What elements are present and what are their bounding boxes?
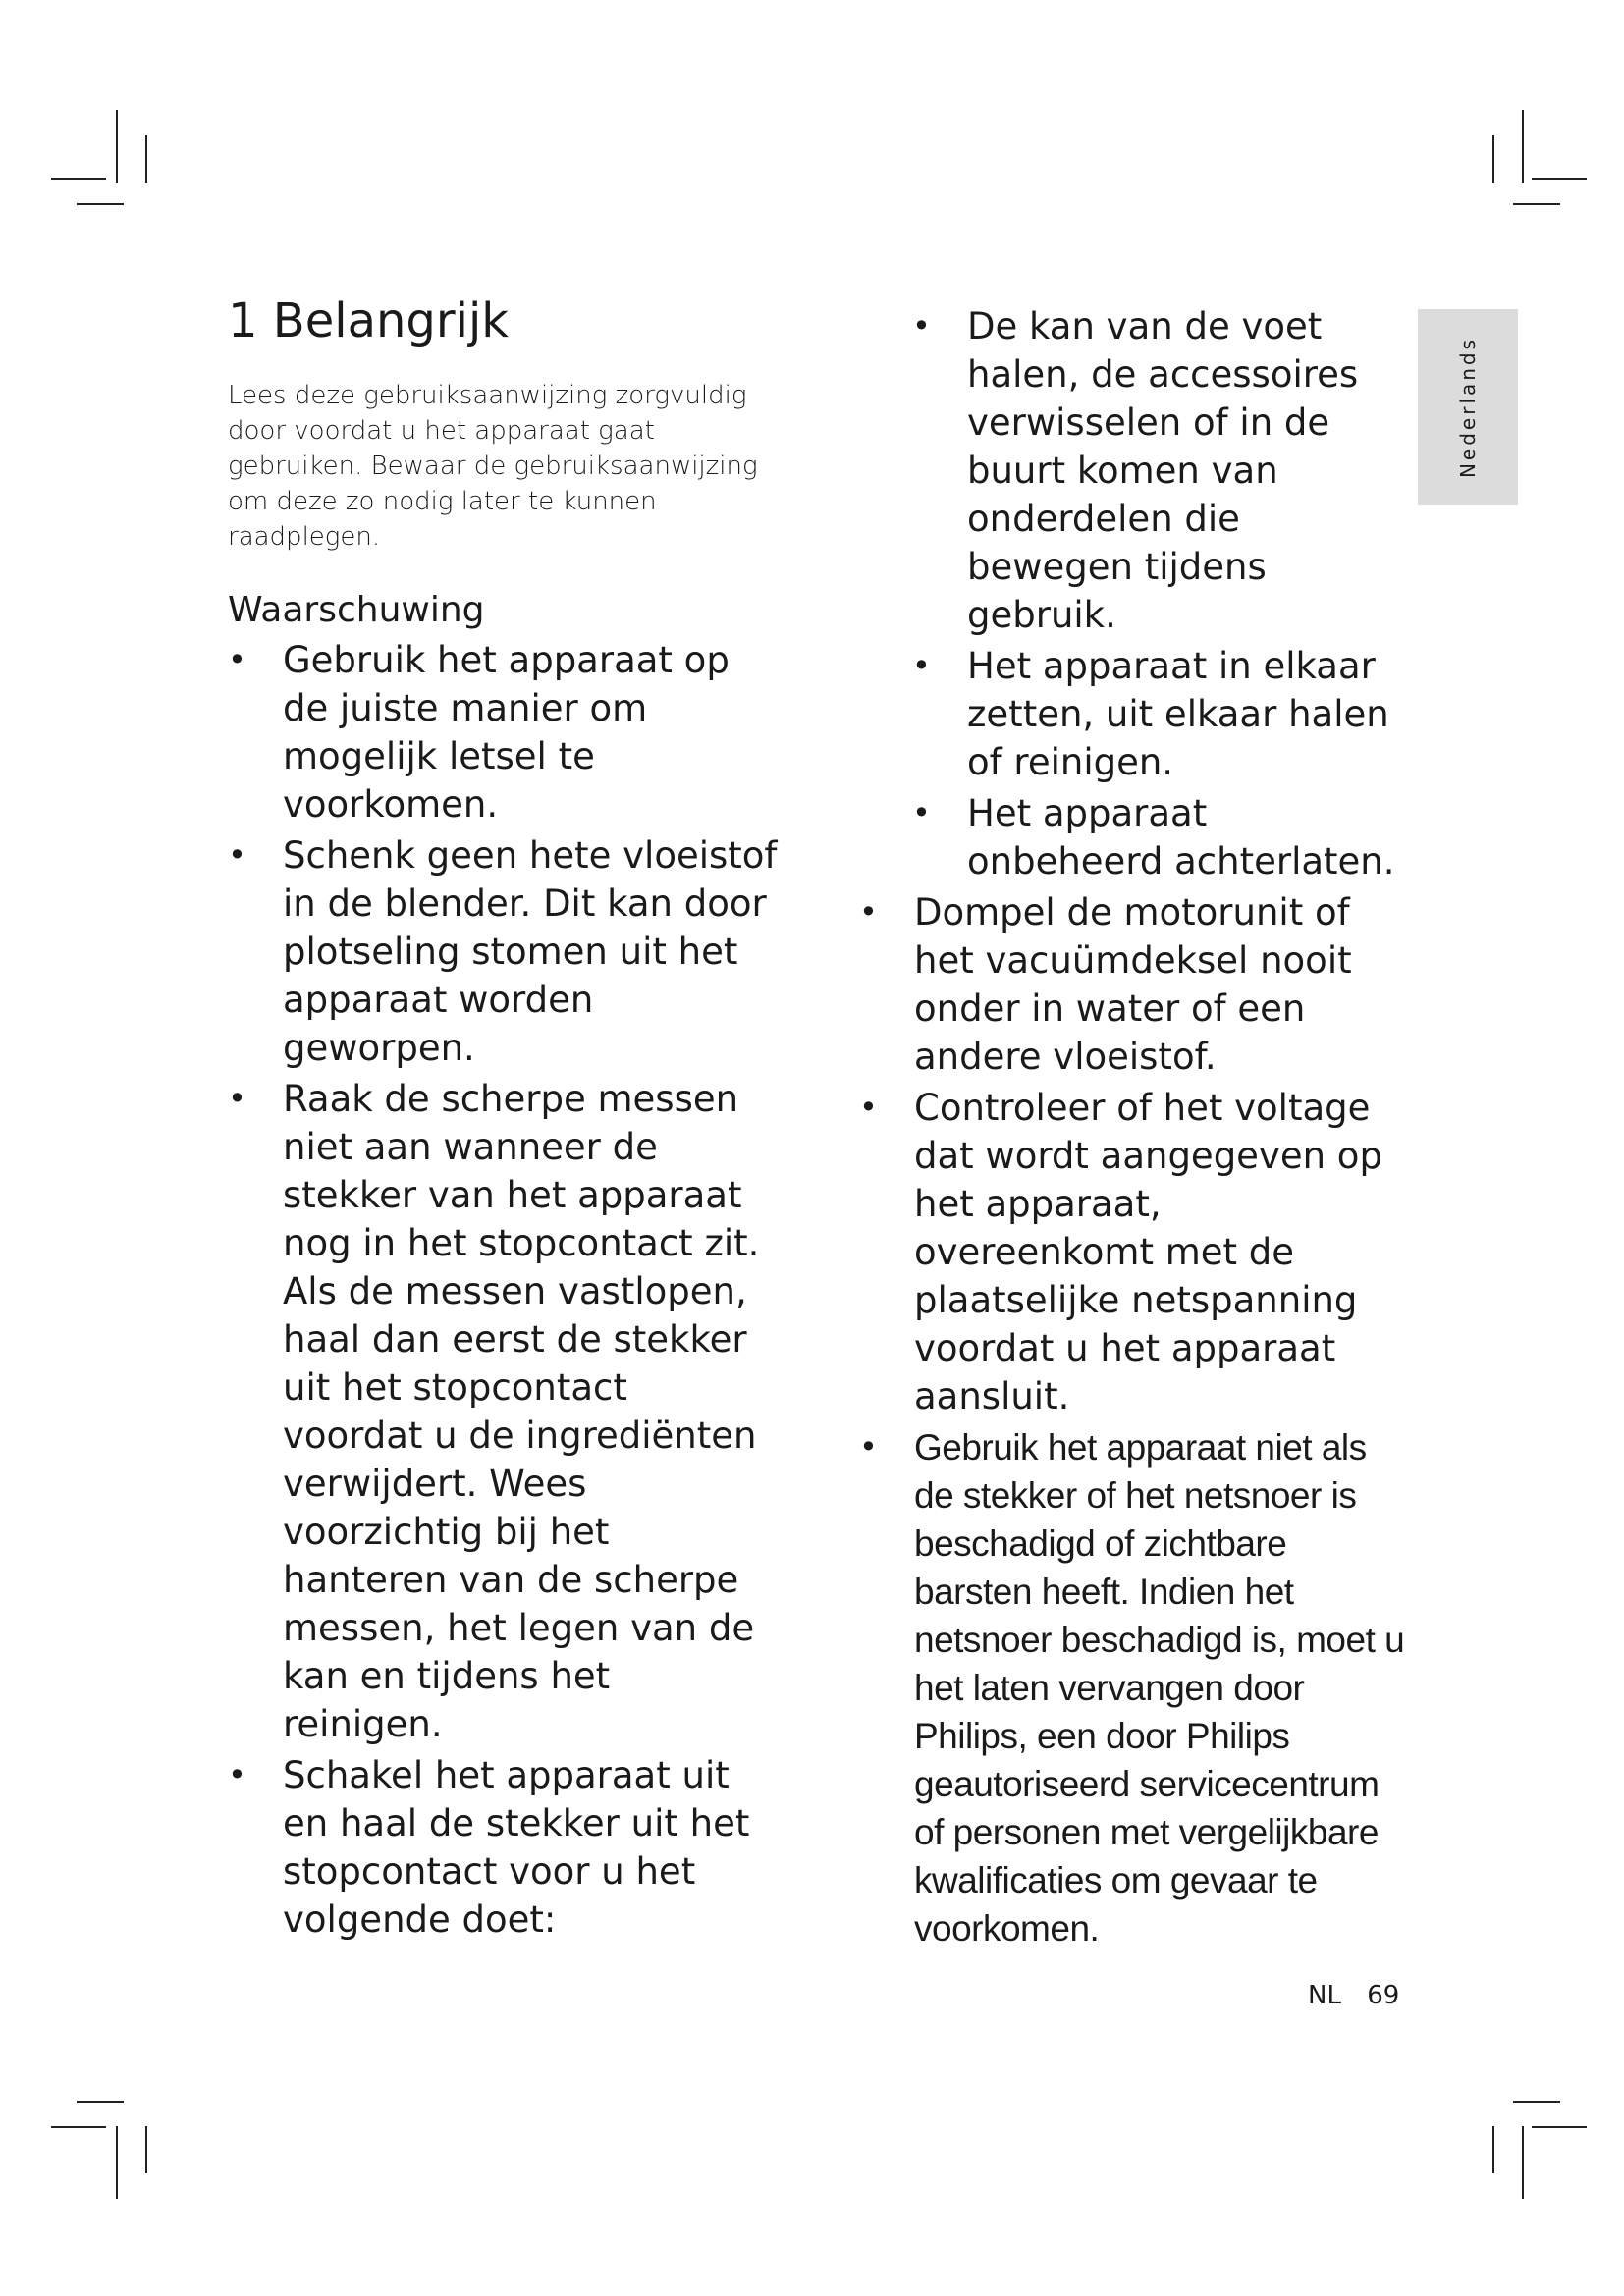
crop-mark — [51, 2126, 106, 2128]
list-item — [228, 636, 778, 828]
list-item — [228, 1075, 778, 1748]
list-item-text: Gebruik het apparaat niet als de stekker of het netsnoer is beschadigd of zichtbare barsten heeft. Indien het netsnoer beschadigd is, moet u het laten vervangen door Philips, een door Philips geautoriseerd servicecentrum of personen met vergelijkbare kwalificaties om gevaar te voorkomen. — [914, 1427, 1405, 1949]
bullet-icon: • — [228, 1080, 246, 1118]
crop-mark — [1532, 178, 1587, 180]
crop-mark — [1532, 2126, 1587, 2128]
language-tab-label: Nederlands — [1456, 336, 1480, 478]
list-item-text: Gebruik het apparaat op de juiste manier om mogelijk letsel te voorkomen. — [283, 639, 730, 827]
sub-list-item — [859, 642, 1409, 786]
crop-mark — [1492, 135, 1494, 183]
list-item-text: Dompel de motorunit of het vacuümdeksel nooit onder in water of een andere vloeistof. — [914, 891, 1352, 1078]
sub-list-item — [859, 789, 1409, 885]
language-code: NL — [1308, 1981, 1341, 2010]
warning-list — [228, 636, 778, 1944]
crop-mark — [1522, 2126, 1524, 2199]
page-footer — [1308, 1981, 1399, 2010]
bullet-icon: • — [859, 893, 878, 931]
page-number: 69 — [1367, 1981, 1400, 2010]
sub-list-item — [859, 302, 1409, 639]
intro-text: Lees deze gebruiksaanwijzing zorgvuldig door voordat u het apparaat gaat gebruiken. Bewaar de gebruiksaanwijzing om deze zo nodig later te kunnen raadplegen. — [228, 381, 758, 553]
crop-mark — [116, 2126, 118, 2199]
crop-mark — [1513, 203, 1560, 205]
list-item — [228, 1751, 778, 1944]
crop-mark — [51, 178, 106, 180]
crop-mark — [1513, 2101, 1560, 2103]
language-tab — [1418, 309, 1518, 505]
right-column — [859, 302, 1409, 1955]
list-item-text: Schenk geen hete vloeistof in de blender. Dit kan door plotseling stomen uit het apparaat worden geworpen. — [283, 834, 778, 1070]
left-column — [228, 294, 778, 1947]
bullet-icon: • — [228, 836, 246, 875]
crop-mark — [1492, 2126, 1494, 2173]
list-item — [859, 888, 1409, 1081]
list-item-text: Raak de scherpe messen niet aan wanneer de stekker van het apparaat nog in het stopcontact zit. Als de messen vastlopen, haal dan eerst de stekker uit het stopcontact voordat u de ingrediënten verwijdert. Wees voorzichtig bij het hanteren van de scherpe messen, het legen van de kan en tijdens het reinigen. — [283, 1078, 760, 1746]
list-item — [859, 1084, 1409, 1420]
list-item — [228, 831, 778, 1072]
crop-mark — [116, 110, 118, 183]
crop-mark — [1522, 110, 1524, 183]
list-item — [859, 1423, 1409, 1952]
list-item-text: Controleer of het voltage dat wordt aangegeven op het apparaat, overeenkomt met de plaatselijke netspanning voordat u het apparaat aansluit. — [914, 1087, 1382, 1417]
chapter-title: 1 Belangrijk — [228, 294, 510, 348]
sub-list-item-text: Het apparaat in elkaar zetten, uit elkaar halen of reinigen. — [967, 645, 1389, 783]
sub-list-item-text: Het apparaat onbeheerd achterlaten. — [967, 792, 1395, 882]
bullet-icon: • — [859, 1428, 878, 1466]
list-item-text: Schakel het apparaat uit en haal de stekker uit het stopcontact voor u het volgende doet: — [283, 1754, 750, 1942]
bullet-icon: • — [912, 647, 931, 684]
bullet-icon: • — [228, 641, 246, 679]
crop-mark — [77, 2101, 124, 2103]
bullet-icon: • — [228, 1756, 246, 1794]
crop-mark — [145, 2126, 147, 2173]
bullet-icon: • — [859, 1089, 878, 1126]
bullet-icon: • — [912, 307, 931, 345]
warning-heading: Waarschuwing — [228, 590, 485, 631]
crop-mark — [77, 203, 124, 205]
crop-mark — [145, 135, 147, 183]
warning-list-continued — [859, 302, 1409, 1952]
bullet-icon: • — [912, 794, 931, 831]
sub-list-item-text: De kan van de voet halen, de accessoires verwisselen of in de buurt komen van onderdelen die bewegen tijdens gebruik. — [967, 305, 1359, 636]
